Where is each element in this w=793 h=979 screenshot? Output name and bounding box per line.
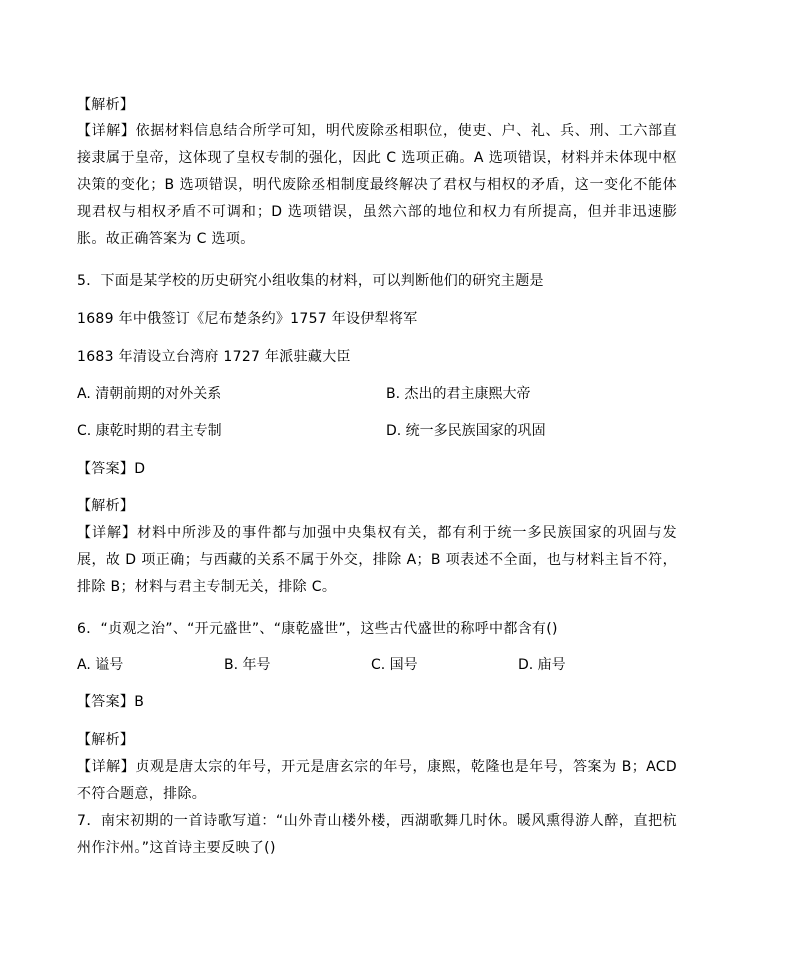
analysis-heading: 【解析】 [77, 97, 135, 113]
question-5-option-c: C. 康乾时期的君主专制 [77, 423, 222, 439]
question-6-option-d: D. 庙号 [518, 657, 566, 673]
detail-text: 材料中所涉及的事件都与加强中央集权有关，都有利于统一多民族国家的巩固与发展，故 D 项正确；与西藏的关系不属于外交，排除 A；B 项表述不全面，也与材料主旨不符，排除 B；材料与君主专制无关，排除 C。 [77, 525, 677, 595]
detail-label: 【详解】 [77, 759, 136, 775]
question-6-analysis-detail [77, 754, 677, 808]
question-5-material-2: 1683 年清设立台湾府 1727 年派驻藏大臣 [77, 349, 351, 365]
question-6-option-a: A. 谥号 [77, 657, 124, 673]
question-7-stem: 7．南宋初期的一首诗歌写道：“山外青山楼外楼，西湖歌舞几时休。暖风熏得游人醉，直把杭州作汴州。”这首诗主要反映了() [77, 813, 677, 856]
question-6-answer: 【答案】B [77, 694, 145, 710]
analysis-detail [77, 118, 677, 253]
question-6-analysis-heading: 【解析】 [77, 732, 135, 748]
question-5-analysis-heading: 【解析】 [77, 498, 135, 514]
question-5-answer: 【答案】D [77, 461, 146, 477]
question-5-stem: 5．下面是某学校的历史研究小组收集的材料，可以判断他们的研究主题是 [77, 273, 544, 289]
question-5-analysis-detail [77, 520, 677, 601]
detail-text: 依据材料信息结合所学可知，明代废除丞相职位，使吏、户、礼、兵、刑、工六部直接隶属于皇帝，这体现了皇权专制的强化，因此 C 选项正确。A 选项错误，材料并未体现中枢决策的变化；B 选项错误，明代废除丞相制度最终解决了君权与相权的矛盾，这一变化不能体现君权与相权矛盾不可调和；D 选项错误，虽然六部的地位和权力有所提高，但并非迅速膨胀。故正确答案为 C 选项。 [77, 123, 678, 247]
question-6-option-c: C. 国号 [371, 657, 418, 673]
question-5-material-1: 1689 年中俄签订《尼布楚条约》1757 年设伊犁将军 [77, 311, 418, 327]
question-5-option-a: A. 清朝前期的对外关系 [77, 386, 222, 402]
detail-label: 【详解】 [77, 123, 136, 139]
question-5-option-d: D. 统一多民族国家的巩固 [386, 423, 546, 439]
detail-text: 贞观是唐太宗的年号，开元是唐玄宗的年号，康熙，乾隆也是年号，答案为 B；ACD 不符合题意，排除。 [77, 759, 678, 802]
question-5-option-b: B. 杰出的君主康熙大帝 [386, 386, 531, 402]
question-6-option-b: B. 年号 [224, 657, 271, 673]
detail-label: 【详解】 [77, 525, 138, 541]
question-6-stem: 6．“贞观之治”、“开元盛世”、“康乾盛世”，这些古代盛世的称呼中都含有() [77, 621, 558, 637]
